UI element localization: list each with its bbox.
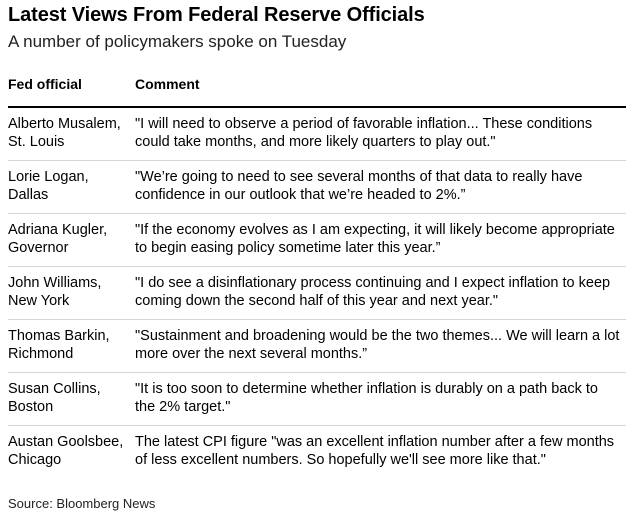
- comment-cell: [135, 327, 630, 363]
- official-name: John Williams,: [8, 275, 102, 291]
- official-name: Alberto Musalem,: [8, 116, 121, 132]
- official-cell: [8, 274, 133, 310]
- table-row: [8, 214, 626, 267]
- official-district: Governor: [8, 240, 69, 256]
- comment-cell: [135, 221, 630, 257]
- official-district: Chicago: [8, 452, 62, 468]
- comment-cell: [135, 433, 630, 469]
- comment-line: more over the next several months.”: [135, 346, 368, 362]
- comment-line: confidence in our outlook that we’re headed to 2%.”: [135, 187, 466, 203]
- column-header-official: Fed official: [8, 76, 82, 92]
- table-row: [8, 108, 626, 161]
- table-header: [8, 76, 626, 108]
- table-row: [8, 267, 626, 320]
- comment-line: of less excellent numbers. So hopefully we'll see more like that.": [135, 452, 546, 468]
- official-name: Susan Collins,: [8, 381, 101, 397]
- comment-line: "If the economy evolves as I am expecting, it will likely become appropriate: [135, 222, 615, 238]
- comment-line: to begin easing policy sometime later this year.”: [135, 240, 441, 256]
- comment-cell: [135, 380, 630, 416]
- official-district: Dallas: [8, 187, 49, 203]
- official-cell: [8, 380, 133, 416]
- official-district: Boston: [8, 399, 54, 415]
- table-row: [8, 161, 626, 214]
- comment-line: the 2% target.": [135, 399, 231, 415]
- official-district: New York: [8, 293, 70, 309]
- comment-line: "We’re going to need to see several months of that data to really have: [135, 169, 583, 185]
- comment-line: The latest CPI figure "was an excellent inflation number after a few months: [135, 434, 615, 450]
- comment-cell: [135, 115, 630, 151]
- official-cell: [8, 327, 133, 363]
- page-title: Latest Views From Federal Reserve Officials: [8, 4, 425, 26]
- official-district: Richmond: [8, 346, 74, 362]
- official-name: Lorie Logan,: [8, 169, 89, 185]
- official-district: St. Louis: [8, 134, 65, 150]
- official-name: Adriana Kugler,: [8, 222, 108, 238]
- comment-line: coming down the second half of this year and next year.": [135, 293, 499, 309]
- table-row: [8, 373, 626, 426]
- comment-cell: [135, 168, 630, 204]
- comment-cell: [135, 274, 630, 310]
- page-subtitle: A number of policymakers spoke on Tuesday: [8, 32, 347, 51]
- official-cell: [8, 115, 133, 151]
- official-cell: [8, 221, 133, 257]
- comment-line: "I will need to observe a period of favorable inflation... These conditions: [135, 116, 593, 132]
- column-header-comment: Comment: [135, 76, 200, 92]
- official-cell: [8, 433, 133, 469]
- table-row: [8, 426, 626, 478]
- comment-line: "I do see a disinflationary process continuing and I expect inflation to keep: [135, 275, 611, 291]
- comment-line: "Sustainment and broadening would be the two themes... We will learn a lot: [135, 328, 620, 344]
- official-name: Austan Goolsbee,: [8, 434, 124, 450]
- official-cell: [8, 168, 133, 204]
- table-body: [8, 108, 626, 478]
- official-name: Thomas Barkin,: [8, 328, 110, 344]
- table-row: [8, 320, 626, 373]
- source-note: Source: Bloomberg News: [8, 496, 156, 511]
- comment-line: could take months, and more likely quarters to play out.": [135, 134, 496, 150]
- comment-line: "It is too soon to determine whether inflation is durably on a path back to: [135, 381, 598, 397]
